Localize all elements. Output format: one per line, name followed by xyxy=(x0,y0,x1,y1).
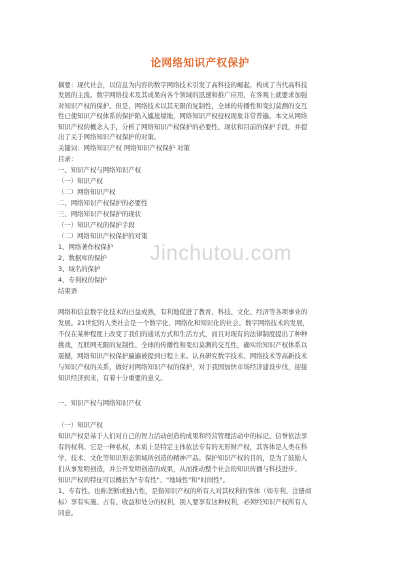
toc-item: （二）网络知识产权 xyxy=(58,188,116,196)
toc-item: 3、域名的保护 xyxy=(58,265,101,273)
document-title: 论网络知识产权保护 xyxy=(150,57,250,69)
body-line: 同意。 xyxy=(58,509,78,517)
section-heading: 一、知识产权与网络知识产权 xyxy=(58,399,142,407)
body-line: 1、专有性。也称垄断或独占性，是指知识产权的所有人对其权利的客体（如专利、注册商 xyxy=(58,487,312,495)
abstract-line: 性已使知识产权体系的保护陷入尴尬境地，网络知识产权侵权现象非常普遍。本文从网络 xyxy=(58,112,308,120)
body-line: 们从事发明创造，并公开发明创造的成果，从而推动整个社会的知识传播与科技进步。 xyxy=(58,465,301,473)
toc-item: （二）网络知识产权保护的对策 xyxy=(58,232,148,240)
body-line: 学、技术、文化等知识形态领域所创造的精神产品。保护知识产权的目的，是为了鼓励人 xyxy=(58,454,308,462)
toc-item: 4、专利权的保护 xyxy=(58,276,107,284)
abstract-line: 发展的主流。数字网络技术及其成果向各个领域的迅速和推广应用，在客观上就要求加强 xyxy=(58,91,308,99)
toc-item: 1、网络著作权保护 xyxy=(58,243,114,251)
body-line: 知识产权的特征可以概括为"专有性"、"地域性"和"时间性"。 xyxy=(58,476,230,484)
watermark: Jinchutou.com xyxy=(150,242,292,265)
intro-line: 知识经济到来，有着十分重要的意义。 xyxy=(58,374,167,382)
toc-item: （一）知识产权 xyxy=(58,177,103,185)
toc-item: 一、知识产权与网络知识产权 xyxy=(58,166,142,174)
abstract-line: 出了关于网络知识产权保护的对策。 xyxy=(58,133,161,141)
body-line: 知识产权是基于人们对自己的智力活动创造的成果和经营管理活动中的标记、信誉依法享 xyxy=(58,432,308,440)
abstract-line: 摘要：现代社会，以信息为内容的数字网络技术引发了高科技的崛起，构成了当代高科技 xyxy=(58,81,308,89)
intro-line: 不仅在某种程度上改变了我们的通讯方式和生活方式，而且对现有的法律制度提出了种种 xyxy=(58,330,308,338)
toc-item: 结束语 xyxy=(58,287,78,295)
toc-item: 二、网络知识产权保护的必要性 xyxy=(58,199,148,207)
keywords: 关键词：网络知识产权 网络知识产权保护 对策 xyxy=(58,144,190,152)
abstract-line: 知识产权的概念入手，分析了网络知识产权保护的必要性、现状和目前的保护手段，并提 xyxy=(58,123,308,131)
toc-item: （一）知识产权的保护手段 xyxy=(58,221,135,229)
toc-item: 2、数据库的保护 xyxy=(58,254,107,262)
body-line: 有的权利。它是一种私权，本质上是特定主体依法专有的无形财产权，其客体是人类在科 xyxy=(58,443,308,451)
toc-item: 三、网络知识产权保护的现状 xyxy=(58,210,142,218)
intro-line: 网络和信息数字化技术的日益成熟，有利地促进了教育、科技、文化、经济等各项事业的 xyxy=(58,308,308,316)
body-line: 标）享有实施、占有、收益和处分的权利，别人要享有这种权利，必须经知识产权所有人 xyxy=(58,498,308,506)
intro-line: 与知识产权的关系，做好对网络知识产权的保护，对于我国加快市场经济建设步伐，迎接 xyxy=(58,363,308,371)
abstract-line: 对知识产权的保护。但是，网络技术以其无限的复制性，全球的传播性和变幻莫测的交互 xyxy=(58,102,308,110)
intro-line: 震撼，网络知识产权保护遍遍被提到日程上来。认真研究数字技术、网络技术等高新技术 xyxy=(58,352,308,360)
intro-line: 挑战，互联网无限的复制性、全球的传播性和变幻莫测的交互性，确实给知识产权体系以 xyxy=(58,341,308,349)
subsection-heading: （一）知识产权 xyxy=(58,421,103,429)
toc-heading: 目录： xyxy=(58,155,78,163)
intro-line: 发展。21世纪的人类社会是一个数字化、网络化和知识化的社会。数字网络技术的发展， xyxy=(58,319,309,327)
